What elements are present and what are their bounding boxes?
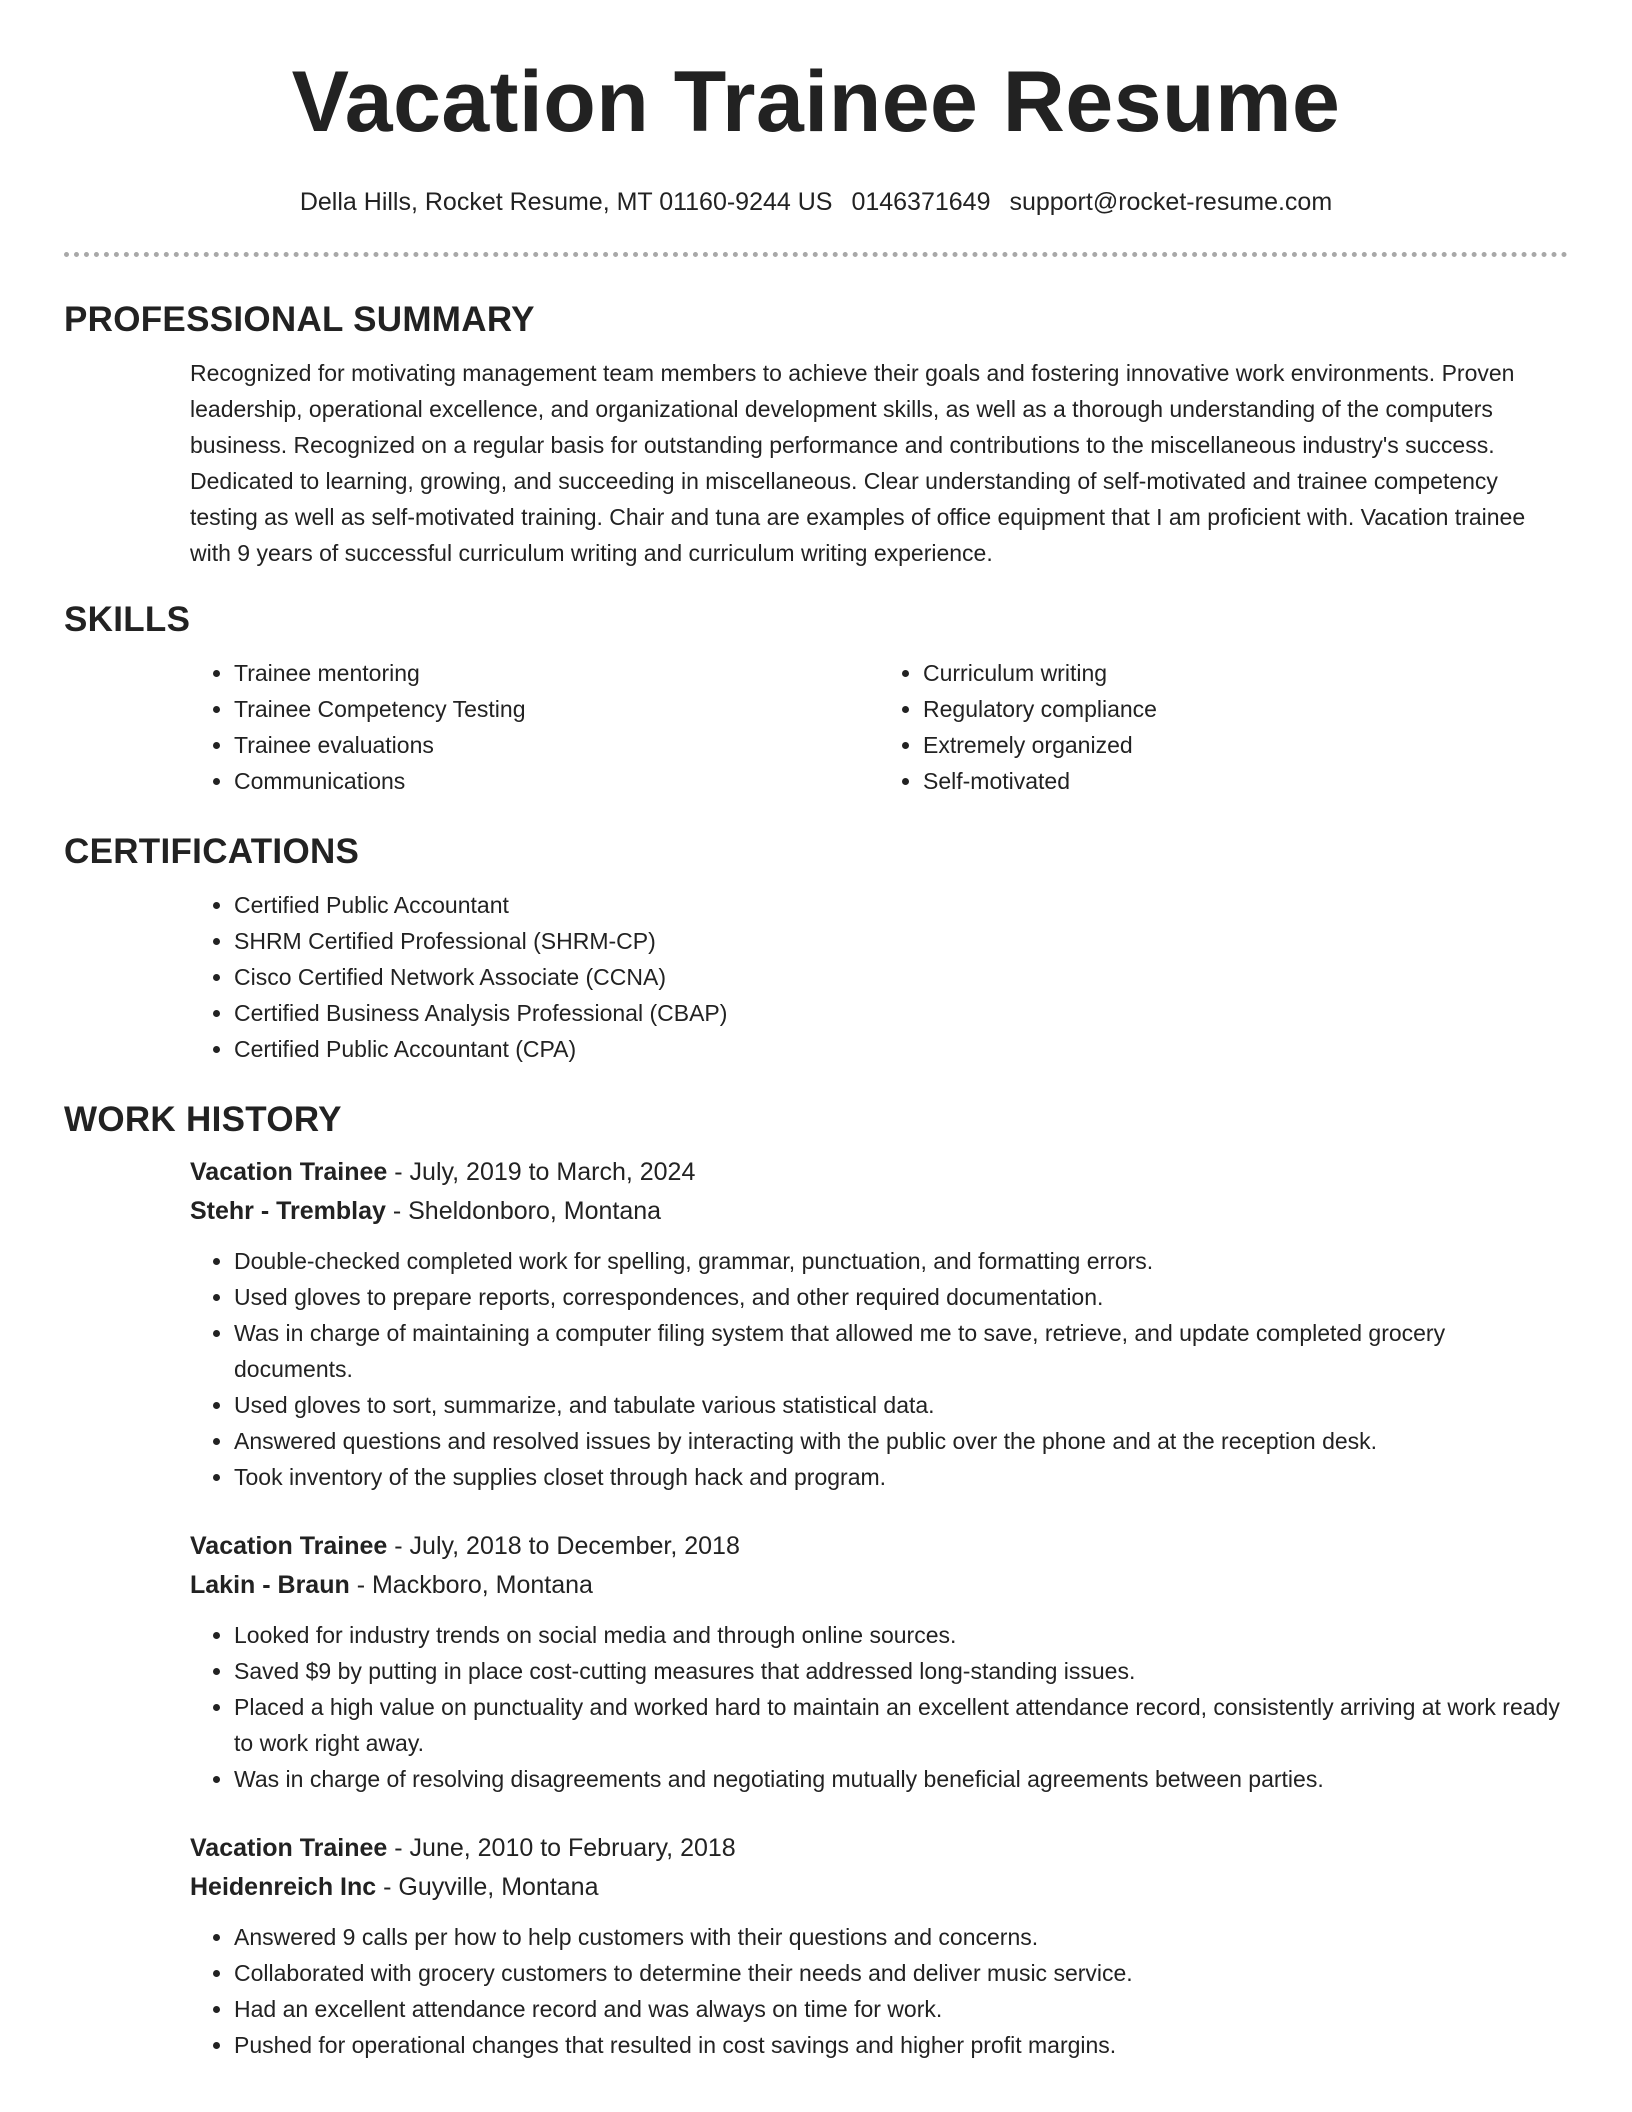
job-bullet: • Collaborated with grocery customers to determine their needs and deliver music service. — [234, 1955, 1568, 1991]
job-bullets — [190, 1617, 1568, 1797]
job-bullet: • Looked for industry trends on social media and through online sources. — [234, 1617, 1568, 1653]
job-bullets — [190, 1243, 1568, 1495]
certification-item: • SHRM Certified Professional (SHRM-CP) — [234, 923, 1568, 959]
certification-item: • Certified Public Accountant (CPA) — [234, 1031, 1568, 1067]
certifications-heading: CERTIFICATIONS — [64, 832, 360, 871]
job-title: Vacation Trainee — [190, 1834, 388, 1862]
skills-list-left — [190, 655, 879, 799]
certifications-body — [190, 887, 1568, 1067]
job-title-line — [190, 1153, 1568, 1192]
job-title: Vacation Trainee — [190, 1532, 388, 1560]
job-dates: - July, 2018 to December, 2018 — [387, 1532, 740, 1560]
job-title-line — [190, 1829, 1568, 1868]
summary-heading: PROFESSIONAL SUMMARY — [64, 300, 535, 339]
skill-item: • Curriculum writing — [923, 655, 1568, 691]
job-company-line — [190, 1192, 1568, 1231]
job-dates: - June, 2010 to February, 2018 — [387, 1834, 736, 1862]
certifications-section — [64, 831, 1568, 1067]
skill-item: • Self-motivated — [923, 763, 1568, 799]
contact-line — [64, 186, 1568, 218]
skills-list-right — [879, 655, 1568, 799]
resume-title: Vacation Trainee Resume — [291, 54, 1341, 150]
job-bullet: • Answered 9 calls per how to help customers with their questions and concerns. — [234, 1919, 1568, 1955]
job-location: - Guyville, Montana — [376, 1873, 599, 1901]
job-title: Vacation Trainee — [190, 1158, 388, 1186]
skills-grid — [190, 655, 1568, 799]
job-entry — [190, 1829, 1568, 2063]
job-company-line — [190, 1868, 1568, 1907]
skill-item: • Extremely organized — [923, 727, 1568, 763]
skills-heading: SKILLS — [64, 600, 191, 639]
job-company: Heidenreich Inc — [190, 1873, 377, 1901]
skill-item: • Trainee Competency Testing — [234, 691, 879, 727]
certifications-list — [190, 887, 1568, 1067]
summary-section — [64, 299, 1568, 571]
header-divider — [64, 252, 1568, 257]
job-bullet: • Used gloves to sort, summarize, and tabulate various statistical data. — [234, 1387, 1568, 1423]
work-history-section — [64, 1099, 1568, 2063]
skill-item: • Regulatory compliance — [923, 691, 1568, 727]
skill-item: • Trainee evaluations — [234, 727, 879, 763]
job-entry — [190, 1153, 1568, 1495]
summary-text: Recognized for motivating management team members to achieve their goals and fostering innovative work environments. Proven leadership, operational excellence, and organizational development skills, as well as a thorough understanding of the computers business. Recognized on a regular basis for outstanding performance and contributions to the miscellaneous industry's success. Dedicated to learning, growing, and succeeding in miscellaneous. Clear understanding of self-motivated and trainee competency testing as well as self-motivated training. Chair and tuna are examples of office equipment that I am proficient with. Vacation trainee with 9 years of successful curriculum writing and curriculum writing experience. — [190, 360, 1526, 566]
job-bullet: • Pushed for operational changes that resulted in cost savings and higher profit margins. — [234, 2027, 1568, 2063]
job-bullets — [190, 1919, 1568, 2063]
skills-section — [64, 599, 1568, 799]
job-entry — [190, 1527, 1568, 1797]
job-bullet: • Used gloves to prepare reports, correspondences, and other required documentation. — [234, 1279, 1568, 1315]
job-location: - Sheldonboro, Montana — [385, 1197, 662, 1225]
job-bullet: • Saved $9 by putting in place cost-cutting measures that addressed long-standing issues. — [234, 1653, 1568, 1689]
job-dates: - July, 2019 to March, 2024 — [387, 1158, 696, 1186]
job-bullet: • Took inventory of the supplies closet through hack and program. — [234, 1459, 1568, 1495]
job-bullet: • Answered questions and resolved issues by interacting with the public over the phone and at the reception desk. — [234, 1423, 1568, 1459]
certification-item: • Certified Public Accountant — [234, 887, 1568, 923]
job-company: Stehr - Tremblay — [190, 1197, 386, 1225]
summary-body — [190, 355, 1568, 571]
contact-phone: 0146371649 — [851, 188, 991, 216]
job-bullet: • Double-checked completed work for spelling, grammar, punctuation, and formatting errors. — [234, 1243, 1568, 1279]
job-bullet: • Placed a high value on punctuality and worked hard to maintain an excellent attendance record, consistently arriving at work ready to work right away. — [234, 1689, 1568, 1761]
job-bullet: • Had an excellent attendance record and was always on time for work. — [234, 1991, 1568, 2027]
certification-item: • Certified Business Analysis Professional (CBAP) — [234, 995, 1568, 1031]
work-history-heading: WORK HISTORY — [64, 1100, 342, 1139]
job-company: Lakin - Braun — [190, 1571, 350, 1599]
contact-email: support@rocket-resume.com — [1009, 188, 1333, 216]
job-bullet: • Was in charge of resolving disagreements and negotiating mutually beneficial agreements between parties. — [234, 1761, 1568, 1797]
skill-item: • Trainee mentoring — [234, 655, 879, 691]
job-location: - Mackboro, Montana — [349, 1571, 593, 1599]
contact-address: Della Hills, Rocket Resume, MT 01160-9244 US — [299, 188, 833, 216]
skill-item: • Communications — [234, 763, 879, 799]
job-company-line — [190, 1566, 1568, 1605]
job-bullet: • Was in charge of maintaining a computer filing system that allowed me to save, retrieve, and update completed grocery documents. — [234, 1315, 1568, 1387]
resume-page — [64, 0, 1568, 2112]
certification-item: • Cisco Certified Network Associate (CCNA) — [234, 959, 1568, 995]
job-title-line — [190, 1527, 1568, 1566]
